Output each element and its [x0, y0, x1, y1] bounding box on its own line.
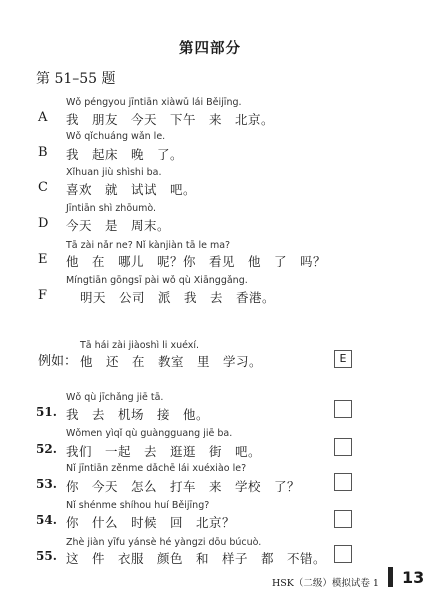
answer-box-55[interactable]: [334, 545, 352, 563]
option-a-letter: A: [38, 110, 48, 125]
question-55-pinyin: Zhè jiàn yīfu yánsè hé yàngzi dōu búcuò.: [66, 537, 262, 548]
option-a-pinyin: Wǒ péngyou jīntiān xiàwǔ lái Běijīng.: [66, 97, 242, 108]
question-55-number: 55.: [36, 549, 57, 563]
question-54-pinyin: Nǐ shénme shíhou huí Běijīng?: [66, 500, 210, 511]
footer-label: HSK（二级）模拟试卷 1: [272, 578, 379, 589]
question-54-text: 你 什么 时候 回 北京？: [66, 515, 236, 530]
option-f-pinyin: Míngtiān gōngsī pài wǒ qù Xiānggǎng.: [66, 275, 248, 286]
answer-box-53[interactable]: [334, 473, 352, 491]
question-53-pinyin: Nǐ jīntiān zěnme dǎchē lái xuéxiào le?: [66, 463, 247, 474]
option-b-letter: B: [38, 145, 48, 160]
example-text: 他 还 在 教室 里 学习。: [80, 354, 263, 369]
example-pinyin: Tā hái zài jiàoshì li xuéxí.: [80, 340, 200, 351]
example-label: 例如：: [38, 354, 78, 369]
option-e-letter: E: [38, 252, 48, 267]
option-d-letter: D: [38, 216, 49, 231]
option-e-text: 他 在 哪儿 呢？你 看见 他 了 吗？: [66, 254, 327, 269]
option-c-text: 喜欢 就 试试 吧。: [66, 182, 197, 197]
question-51-text: 我 去 机场 接 他。: [66, 407, 210, 422]
option-b-pinyin: Wǒ qǐchuáng wǎn le.: [66, 131, 166, 142]
option-c-pinyin: Xǐhuan jiù shìshi ba.: [66, 167, 162, 178]
option-b-text: 我 起床 晚 了。: [66, 147, 184, 162]
question-52-text: 我们 一起 去 逛逛 街 吧。: [66, 444, 262, 459]
answer-box-54[interactable]: [334, 510, 352, 528]
question-54-number: 54.: [36, 513, 57, 527]
question-range-title: 第 51–55 题: [36, 71, 116, 87]
option-c-letter: C: [38, 180, 48, 195]
section-title: 第四部分: [179, 40, 241, 57]
example-answer-box: E: [334, 350, 352, 368]
question-52-number: 52.: [36, 442, 57, 456]
answer-box-51[interactable]: [334, 400, 352, 418]
question-55-text: 这 件 衣服 颜色 和 样子 都 不错。: [66, 551, 327, 566]
page-number: 13: [402, 568, 424, 587]
option-a-text: 我 朋友 今天 下午 来 北京。: [66, 112, 275, 127]
option-d-pinyin: Jīntiān shì zhōumò.: [66, 203, 157, 214]
question-51-pinyin: Wǒ qù jīchǎng jiē tā.: [66, 392, 164, 403]
option-f-text: 明天 公司 派 我 去 香港。: [80, 290, 276, 305]
option-d-text: 今天 是 周末。: [66, 218, 171, 233]
question-53-number: 53.: [36, 477, 57, 491]
question-52-pinyin: Wǒmen yìqǐ qù guàngguang jiē ba.: [66, 428, 233, 439]
question-53-text: 你 今天 怎么 打车 来 学校 了？: [66, 479, 301, 494]
option-e-pinyin: Tā zài nǎr ne? Nǐ kànjiàn tā le ma?: [66, 240, 231, 251]
option-f-letter: F: [38, 288, 48, 303]
footer-divider: [388, 567, 393, 587]
question-51-number: 51.: [36, 405, 57, 419]
answer-box-52[interactable]: [334, 438, 352, 456]
